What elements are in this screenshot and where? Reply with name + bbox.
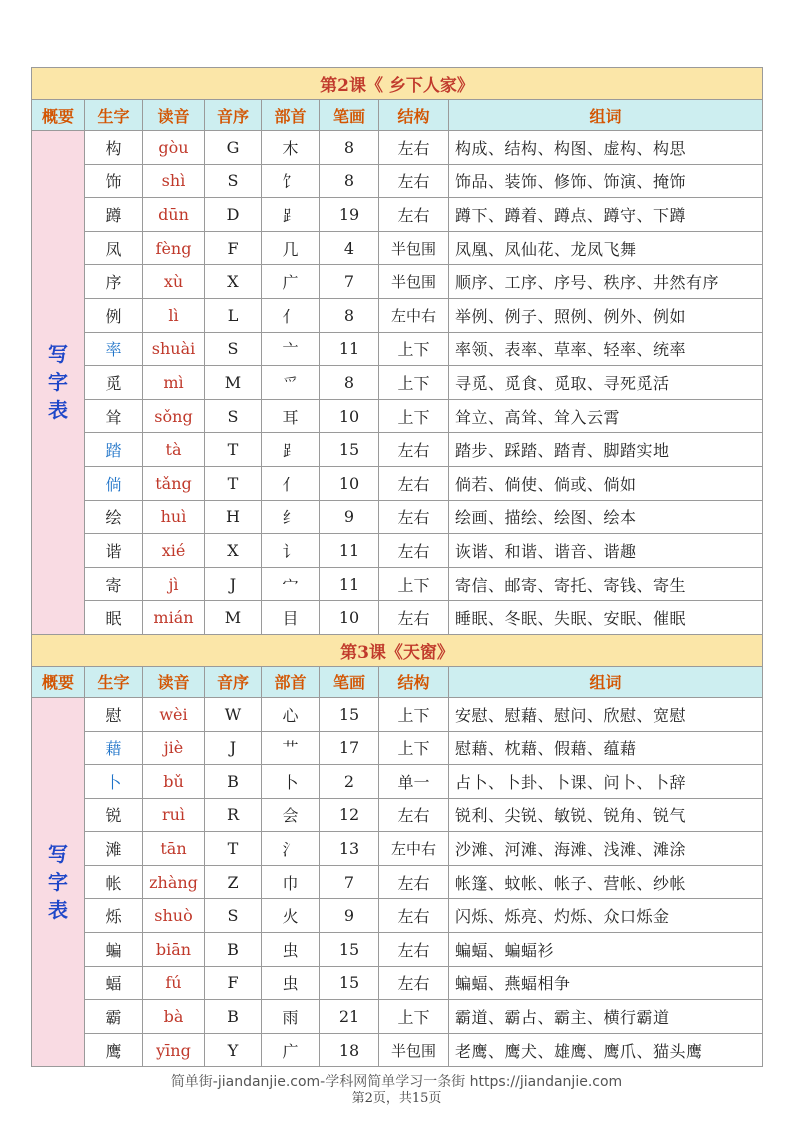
structure-cell: 左右 <box>379 534 449 568</box>
table-row <box>32 1033 763 1067</box>
radical-cell: 几 <box>262 231 320 265</box>
character-cell: 寄 <box>85 567 143 601</box>
initial-cell: X <box>205 265 262 299</box>
table-row <box>32 399 763 433</box>
initial-cell: D <box>205 198 262 232</box>
character-cell: 凤 <box>85 231 143 265</box>
column-header: 笔画 <box>320 666 379 697</box>
radical-cell: 虫 <box>262 933 320 967</box>
strokes-cell: 11 <box>320 332 379 366</box>
words-cell: 闪烁、烁亮、灼烁、众口烁金 <box>449 899 763 933</box>
character-cell: 帐 <box>85 865 143 899</box>
summary-char: 写 <box>48 842 68 867</box>
table-row <box>32 500 763 534</box>
pinyin-cell: mì <box>143 366 205 400</box>
pinyin-cell: bà <box>143 1000 205 1034</box>
character-cell: 例 <box>85 298 143 332</box>
initial-cell: H <box>205 500 262 534</box>
structure-cell: 左右 <box>379 198 449 232</box>
words-cell: 帐篷、蚊帐、帐子、营帐、纱帐 <box>449 865 763 899</box>
column-header: 音序 <box>205 100 262 131</box>
strokes-cell: 18 <box>320 1033 379 1067</box>
column-header: 音序 <box>205 666 262 697</box>
column-header: 部首 <box>262 100 320 131</box>
pinyin-cell: shuài <box>143 332 205 366</box>
strokes-cell: 7 <box>320 865 379 899</box>
strokes-cell: 17 <box>320 731 379 765</box>
character-cell: 率 <box>85 332 143 366</box>
column-header: 生字 <box>85 100 143 131</box>
vocabulary-table <box>31 67 763 1067</box>
vocabulary-sheet <box>31 67 762 1067</box>
column-header: 概要 <box>32 666 85 697</box>
character-cell: 眠 <box>85 601 143 635</box>
pinyin-cell: lì <box>143 298 205 332</box>
column-header: 读音 <box>143 666 205 697</box>
structure-cell: 半包围 <box>379 1033 449 1067</box>
words-cell: 睡眠、冬眠、失眠、安眠、催眠 <box>449 601 763 635</box>
pinyin-cell: tān <box>143 832 205 866</box>
pinyin-cell: jì <box>143 567 205 601</box>
radical-cell: 饣 <box>262 164 320 198</box>
lesson-title: 第3课《天窗》 <box>32 634 763 666</box>
radical-cell: 心 <box>262 697 320 731</box>
column-header: 组词 <box>449 100 763 131</box>
words-cell: 慰藉、枕藉、假藉、蕴藉 <box>449 731 763 765</box>
structure-cell: 半包围 <box>379 265 449 299</box>
table-row <box>32 131 763 165</box>
strokes-cell: 8 <box>320 366 379 400</box>
footer-source: 简单街-jiandanjie.com-学科网简单学习一条街 https://jiandanjie.com <box>170 1074 623 1090</box>
strokes-cell: 15 <box>320 966 379 1000</box>
pinyin-cell: ruì <box>143 798 205 832</box>
radical-cell: 讠 <box>262 534 320 568</box>
pinyin-cell: yīng <box>143 1033 205 1067</box>
words-cell: 蹲下、蹲着、蹲点、蹲守、下蹲 <box>449 198 763 232</box>
character-cell: 踏 <box>85 433 143 467</box>
structure-cell: 半包围 <box>379 231 449 265</box>
summary-char: 写 <box>48 342 68 367</box>
pinyin-cell: biān <box>143 933 205 967</box>
words-cell: 举例、例子、照例、例外、例如 <box>449 298 763 332</box>
character-cell: 谐 <box>85 534 143 568</box>
words-cell: 锐利、尖锐、敏锐、锐角、锐气 <box>449 798 763 832</box>
pinyin-cell: fú <box>143 966 205 1000</box>
words-cell: 倘若、倘使、倘或、倘如 <box>449 466 763 500</box>
table-row <box>32 567 763 601</box>
initial-cell: G <box>205 131 262 165</box>
table-row <box>32 534 763 568</box>
table-row <box>32 366 763 400</box>
structure-cell: 左中右 <box>379 832 449 866</box>
table-row <box>32 601 763 635</box>
strokes-cell: 19 <box>320 198 379 232</box>
pinyin-cell: gòu <box>143 131 205 165</box>
strokes-cell: 11 <box>320 534 379 568</box>
strokes-cell: 15 <box>320 697 379 731</box>
initial-cell: L <box>205 298 262 332</box>
words-cell: 蝙蝠、蝙蝠衫 <box>449 933 763 967</box>
strokes-cell: 8 <box>320 164 379 198</box>
initial-cell: S <box>205 164 262 198</box>
character-cell: 饰 <box>85 164 143 198</box>
words-cell: 诙谐、和谐、谐音、谐趣 <box>449 534 763 568</box>
header-row <box>32 666 763 697</box>
pinyin-cell: tǎng <box>143 466 205 500</box>
words-cell: 占卜、卜卦、卜课、问卜、卜辞 <box>449 765 763 799</box>
summary-char: 表 <box>48 398 68 423</box>
words-cell: 率领、表率、草率、轻率、统率 <box>449 332 763 366</box>
structure-cell: 左右 <box>379 601 449 635</box>
strokes-cell: 2 <box>320 765 379 799</box>
structure-cell: 上下 <box>379 399 449 433</box>
table-row <box>32 164 763 198</box>
words-cell: 寄信、邮寄、寄托、寄钱、寄生 <box>449 567 763 601</box>
structure-cell: 左右 <box>379 865 449 899</box>
initial-cell: F <box>205 231 262 265</box>
words-cell: 老鹰、鹰犬、雄鹰、鹰爪、猫头鹰 <box>449 1033 763 1067</box>
structure-cell: 左右 <box>379 899 449 933</box>
radical-cell: ⻊ <box>262 198 320 232</box>
radical-cell: 会 <box>262 798 320 832</box>
initial-cell: Y <box>205 1033 262 1067</box>
pinyin-cell: mián <box>143 601 205 635</box>
character-cell: 蹲 <box>85 198 143 232</box>
words-cell: 耸立、高耸、耸入云霄 <box>449 399 763 433</box>
structure-cell: 左右 <box>379 131 449 165</box>
initial-cell: T <box>205 433 262 467</box>
pinyin-cell: jiè <box>143 731 205 765</box>
table-row <box>32 865 763 899</box>
initial-cell: T <box>205 832 262 866</box>
initial-cell: T <box>205 466 262 500</box>
structure-cell: 左右 <box>379 164 449 198</box>
pinyin-cell: huì <box>143 500 205 534</box>
character-cell: 霸 <box>85 1000 143 1034</box>
character-cell: 滩 <box>85 832 143 866</box>
initial-cell: S <box>205 899 262 933</box>
table-row <box>32 933 763 967</box>
column-header: 结构 <box>379 666 449 697</box>
structure-cell: 上下 <box>379 567 449 601</box>
radical-cell: 艹 <box>262 731 320 765</box>
words-cell: 沙滩、河滩、海滩、浅滩、滩涂 <box>449 832 763 866</box>
table-row <box>32 697 763 731</box>
radical-cell: 木 <box>262 131 320 165</box>
strokes-cell: 7 <box>320 265 379 299</box>
radical-cell: ⻊ <box>262 433 320 467</box>
strokes-cell: 12 <box>320 798 379 832</box>
words-cell: 寻觅、觅食、觅取、寻死觅活 <box>449 366 763 400</box>
pinyin-cell: bǔ <box>143 765 205 799</box>
initial-cell: B <box>205 1000 262 1034</box>
radical-cell: 目 <box>262 601 320 635</box>
strokes-cell: 9 <box>320 899 379 933</box>
radical-cell: 亻 <box>262 298 320 332</box>
words-cell: 蝙蝠、燕蝠相争 <box>449 966 763 1000</box>
character-cell: 构 <box>85 131 143 165</box>
structure-cell: 左右 <box>379 966 449 1000</box>
radical-cell: 虫 <box>262 966 320 1000</box>
pinyin-cell: shuò <box>143 899 205 933</box>
character-cell: 觅 <box>85 366 143 400</box>
initial-cell: X <box>205 534 262 568</box>
strokes-cell: 21 <box>320 1000 379 1034</box>
structure-cell: 左右 <box>379 466 449 500</box>
character-cell: 慰 <box>85 697 143 731</box>
table-row <box>32 466 763 500</box>
column-header: 概要 <box>32 100 85 131</box>
structure-cell: 上下 <box>379 1000 449 1034</box>
structure-cell: 上下 <box>379 731 449 765</box>
table-row <box>32 798 763 832</box>
summary-cell <box>32 131 85 635</box>
pinyin-cell: sǒng <box>143 399 205 433</box>
radical-cell: 雨 <box>262 1000 320 1034</box>
footer-page-number: 第2页，共15页 <box>351 1091 442 1106</box>
pinyin-cell: dūn <box>143 198 205 232</box>
table-row <box>32 1000 763 1034</box>
initial-cell: R <box>205 798 262 832</box>
strokes-cell: 9 <box>320 500 379 534</box>
words-cell: 饰品、装饰、修饰、饰演、掩饰 <box>449 164 763 198</box>
column-header: 部首 <box>262 666 320 697</box>
table-row <box>32 231 763 265</box>
pinyin-cell: zhàng <box>143 865 205 899</box>
header-row <box>32 100 763 131</box>
words-cell: 顺序、工序、序号、秩序、井然有序 <box>449 265 763 299</box>
initial-cell: M <box>205 601 262 635</box>
radical-cell: 火 <box>262 899 320 933</box>
summary-char: 字 <box>48 870 68 895</box>
radical-cell: 耳 <box>262 399 320 433</box>
summary-char: 字 <box>48 370 68 395</box>
character-cell: 鹰 <box>85 1033 143 1067</box>
structure-cell: 上下 <box>379 697 449 731</box>
strokes-cell: 11 <box>320 567 379 601</box>
radical-cell: 广 <box>262 1033 320 1067</box>
radical-cell: 卜 <box>262 765 320 799</box>
strokes-cell: 4 <box>320 231 379 265</box>
pinyin-cell: xù <box>143 265 205 299</box>
radical-cell: 爫 <box>262 366 320 400</box>
table-row <box>32 298 763 332</box>
strokes-cell: 13 <box>320 832 379 866</box>
strokes-cell: 8 <box>320 298 379 332</box>
structure-cell: 单一 <box>379 765 449 799</box>
words-cell: 安慰、慰藉、慰问、欣慰、宽慰 <box>449 697 763 731</box>
structure-cell: 上下 <box>379 366 449 400</box>
lesson-title: 第2课《 乡下人家》 <box>32 68 763 100</box>
initial-cell: W <box>205 697 262 731</box>
structure-cell: 左右 <box>379 433 449 467</box>
initial-cell: F <box>205 966 262 1000</box>
strokes-cell: 10 <box>320 601 379 635</box>
table-row <box>32 198 763 232</box>
initial-cell: B <box>205 765 262 799</box>
structure-cell: 上下 <box>379 332 449 366</box>
words-cell: 凤凰、凤仙花、龙凤飞舞 <box>449 231 763 265</box>
pinyin-cell: shì <box>143 164 205 198</box>
strokes-cell: 15 <box>320 933 379 967</box>
table-row <box>32 433 763 467</box>
table-row <box>32 832 763 866</box>
character-cell: 蝠 <box>85 966 143 1000</box>
character-cell: 藉 <box>85 731 143 765</box>
summary-char: 表 <box>48 898 68 923</box>
strokes-cell: 15 <box>320 433 379 467</box>
strokes-cell: 8 <box>320 131 379 165</box>
structure-cell: 左右 <box>379 933 449 967</box>
pinyin-cell: tà <box>143 433 205 467</box>
initial-cell: S <box>205 332 262 366</box>
character-cell: 耸 <box>85 399 143 433</box>
words-cell: 绘画、描绘、绘图、绘本 <box>449 500 763 534</box>
structure-cell: 左右 <box>379 798 449 832</box>
radical-cell: 亠 <box>262 332 320 366</box>
table-row <box>32 765 763 799</box>
structure-cell: 左右 <box>379 500 449 534</box>
character-cell: 蝙 <box>85 933 143 967</box>
pinyin-cell: fèng <box>143 231 205 265</box>
column-header: 笔画 <box>320 100 379 131</box>
character-cell: 卜 <box>85 765 143 799</box>
table-row <box>32 332 763 366</box>
column-header: 读音 <box>143 100 205 131</box>
table-row <box>32 731 763 765</box>
lesson-title-row <box>32 68 763 100</box>
initial-cell: J <box>205 567 262 601</box>
pinyin-cell: wèi <box>143 697 205 731</box>
radical-cell: 巾 <box>262 865 320 899</box>
character-cell: 烁 <box>85 899 143 933</box>
radical-cell: 亻 <box>262 466 320 500</box>
character-cell: 锐 <box>85 798 143 832</box>
column-header: 结构 <box>379 100 449 131</box>
column-header: 生字 <box>85 666 143 697</box>
character-cell: 序 <box>85 265 143 299</box>
radical-cell: 宀 <box>262 567 320 601</box>
initial-cell: M <box>205 366 262 400</box>
radical-cell: 氵 <box>262 832 320 866</box>
lesson-title-row <box>32 634 763 666</box>
words-cell: 构成、结构、构图、虚构、构思 <box>449 131 763 165</box>
initial-cell: B <box>205 933 262 967</box>
table-row <box>32 899 763 933</box>
structure-cell: 左中右 <box>379 298 449 332</box>
words-cell: 霸道、霸占、霸主、横行霸道 <box>449 1000 763 1034</box>
column-header: 组词 <box>449 666 763 697</box>
strokes-cell: 10 <box>320 399 379 433</box>
summary-cell <box>32 697 85 1067</box>
character-cell: 倘 <box>85 466 143 500</box>
initial-cell: S <box>205 399 262 433</box>
table-row <box>32 966 763 1000</box>
words-cell: 踏步、踩踏、踏青、脚踏实地 <box>449 433 763 467</box>
strokes-cell: 10 <box>320 466 379 500</box>
table-body <box>32 68 763 1067</box>
character-cell: 绘 <box>85 500 143 534</box>
pinyin-cell: xié <box>143 534 205 568</box>
initial-cell: Z <box>205 865 262 899</box>
radical-cell: 广 <box>262 265 320 299</box>
table-row <box>32 265 763 299</box>
radical-cell: 纟 <box>262 500 320 534</box>
initial-cell: J <box>205 731 262 765</box>
